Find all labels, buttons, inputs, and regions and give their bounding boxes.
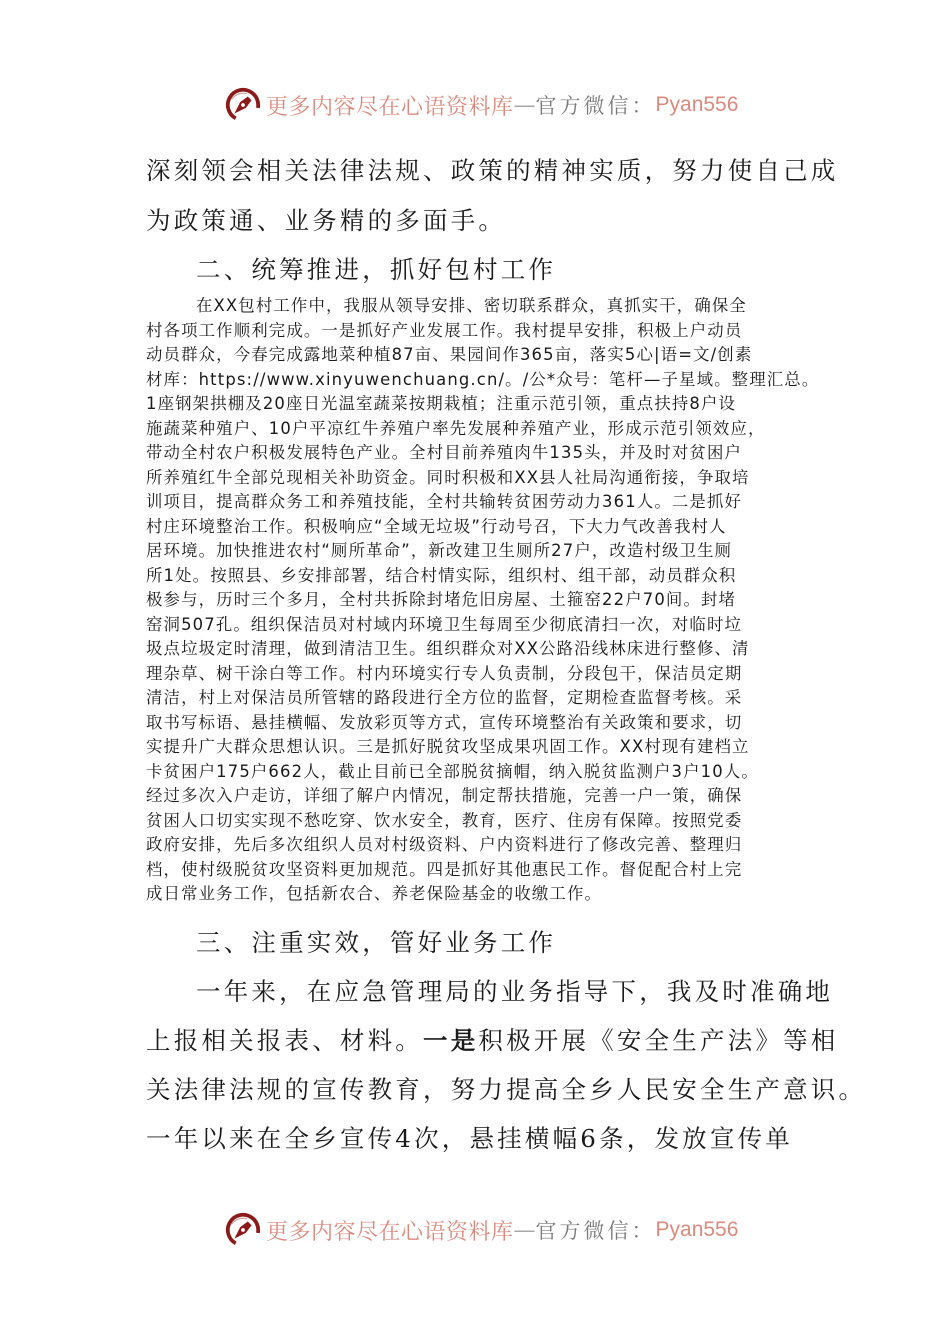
body-line: 经过多次入户走访，详细了解户内情况，制定帮扶措施，完善一户一策，确保 [146,786,743,805]
section-3-line-2-pre: 上报相关报表、材料。 [146,1026,423,1055]
watermark-wechat-label: 官方微信： [535,94,656,118]
body-line: 圾点垃圾定时清理，做到清洁卫生。组织群众对XX公路沿线林床进行整修、清 [146,639,750,658]
section-3-line-2 [146,1025,839,1057]
body-line: 动员群众，今春完成露地菜种植87亩、果园间作365亩，落实5心|语=文/创素 [146,345,753,364]
body-line: 带动全村农户积极发展特色产业。全村目前养殖肉牛135头，并及时对贫困户 [146,443,743,462]
body-line: 贫困人口切实实现不愁吃穿、饮水安全，教育，医疗、住房有保障。按照党委 [146,810,743,830]
body-line: 清洁，村上对保洁员所管辖的路段进行全方位的监督，定期检查监督考核。采 [146,688,743,707]
body-line: 村庄环境整治工作。积极响应“全域无垃圾”行动号召，下大力气改善我村人 [146,516,727,536]
section-3-emphasis: 一是 [423,1026,479,1055]
watermark-wechat-id: Pyan556 [655,1218,739,1241]
watermark-dash: — [513,1217,536,1243]
body-line: 1座钢架拱棚及20座日光温室蔬菜按期栽植；注重示范引领，重点扶持8户设 [146,394,737,413]
watermark-wechat-label: 官方微信： [535,1219,656,1243]
section-3-line-1: 一年来，在应急管理局的业务指导下，我及时准确地 [196,977,834,1006]
intro-line-2: 为政策通、业务精的多面手。 [146,206,507,235]
body-line: 取书写标语、悬挂横幅、发放彩页等方式，宣传环境整治有关政策和要求，切 [146,712,743,732]
body-line: 所1处。按照县、乡安排部署，结合村情实际，组织村、组干部，动员群众积 [146,565,737,585]
section-3-line-4: 一年以来在全乡宣传4次，悬挂横幅6条，发放宣传单 [146,1124,793,1153]
section-3-line-3: 关法律法规的宣传教育，努力提高全乡人民安全生产意识。 [146,1075,867,1104]
watermark-wechat-id: Pyan556 [655,93,739,116]
body-line: 训项目，提高群众务工和养殖技能，全村共输转贫困劳动力361人。二是抓好 [146,492,743,511]
body-line: 在XX包村工作中，我服从领导安排、密切联系群众，真抓实干，确保全 [196,296,747,315]
footer-watermark [224,1208,738,1252]
body-line: 卡贫困户175户662人，截止目前已全部脱贫摘帽，纳入脱贫监测户3户10人。 [146,761,759,781]
pen-nib-circle-icon [224,86,262,124]
header-watermark [224,83,738,127]
body-line: 居环境。加快推进农村“厕所革命”，新改建卫生厕所27户，改造村级卫生厕 [146,541,733,560]
section-2-heading: 二、统筹推进，抓好包村工作 [196,255,557,284]
body-line: 窑洞507孔。组织保洁员对村域内环境卫生每周至少彻底清扫一次，对临时垃 [146,614,743,634]
body-line: 所养殖红牛全部兑现相关补助资金。同时积极和XX县人社局沟通衔接，争取培 [146,467,750,487]
watermark-slogan: 更多内容尽在心语资料库 [266,94,514,120]
watermark-slogan: 更多内容尽在心语资料库 [266,1219,514,1245]
body-line: 材库：https://www.xinyuwenchuang.cn/。/公*众号：笔杆—子星域。整理汇总。 [146,369,820,389]
body-line: 实提升广大群众思想认识。三是抓好脱贫攻坚成果巩固工作。XX村现有建档立 [146,737,750,756]
body-line: 极参与，历时三个多月，全村共拆除封堵危旧房屋、土箍窑22户70间。封堵 [146,590,737,609]
body-line: 理杂草、树干涂白等工作。村内环境实行专人负责制，分段包干，保洁员定期 [146,663,743,683]
section-3-line-2-post: 积极开展《安全生产法》等相 [478,1026,839,1055]
watermark-dash: — [513,92,536,118]
body-line: 政府安排，先后多次组织人员对村级资料、户内资料进行了修改完善、整理归 [146,835,743,854]
body-line: 施蔬菜种殖户、10户平凉红牛养殖户率先发展种养殖产业，形成示范引领效应， [146,418,766,438]
pen-nib-circle-icon [224,1211,262,1249]
intro-line-1: 深刻领会相关法律法规、政策的精神实质，努力使自己成 [146,156,839,185]
body-line: 成日常业务工作，包括新农合、养老保险基金的收缴工作。 [146,884,603,903]
body-line: 村各项工作顺利完成。一是抓好产业发展工作。我村提早安排，积极上户动员 [146,320,743,340]
section-3-heading: 三、注重实效，管好业务工作 [196,928,557,957]
body-line: 档，使村级脱贫攻坚资料更加规范。四是抓好其他惠民工作。督促配合村上完 [146,859,743,879]
